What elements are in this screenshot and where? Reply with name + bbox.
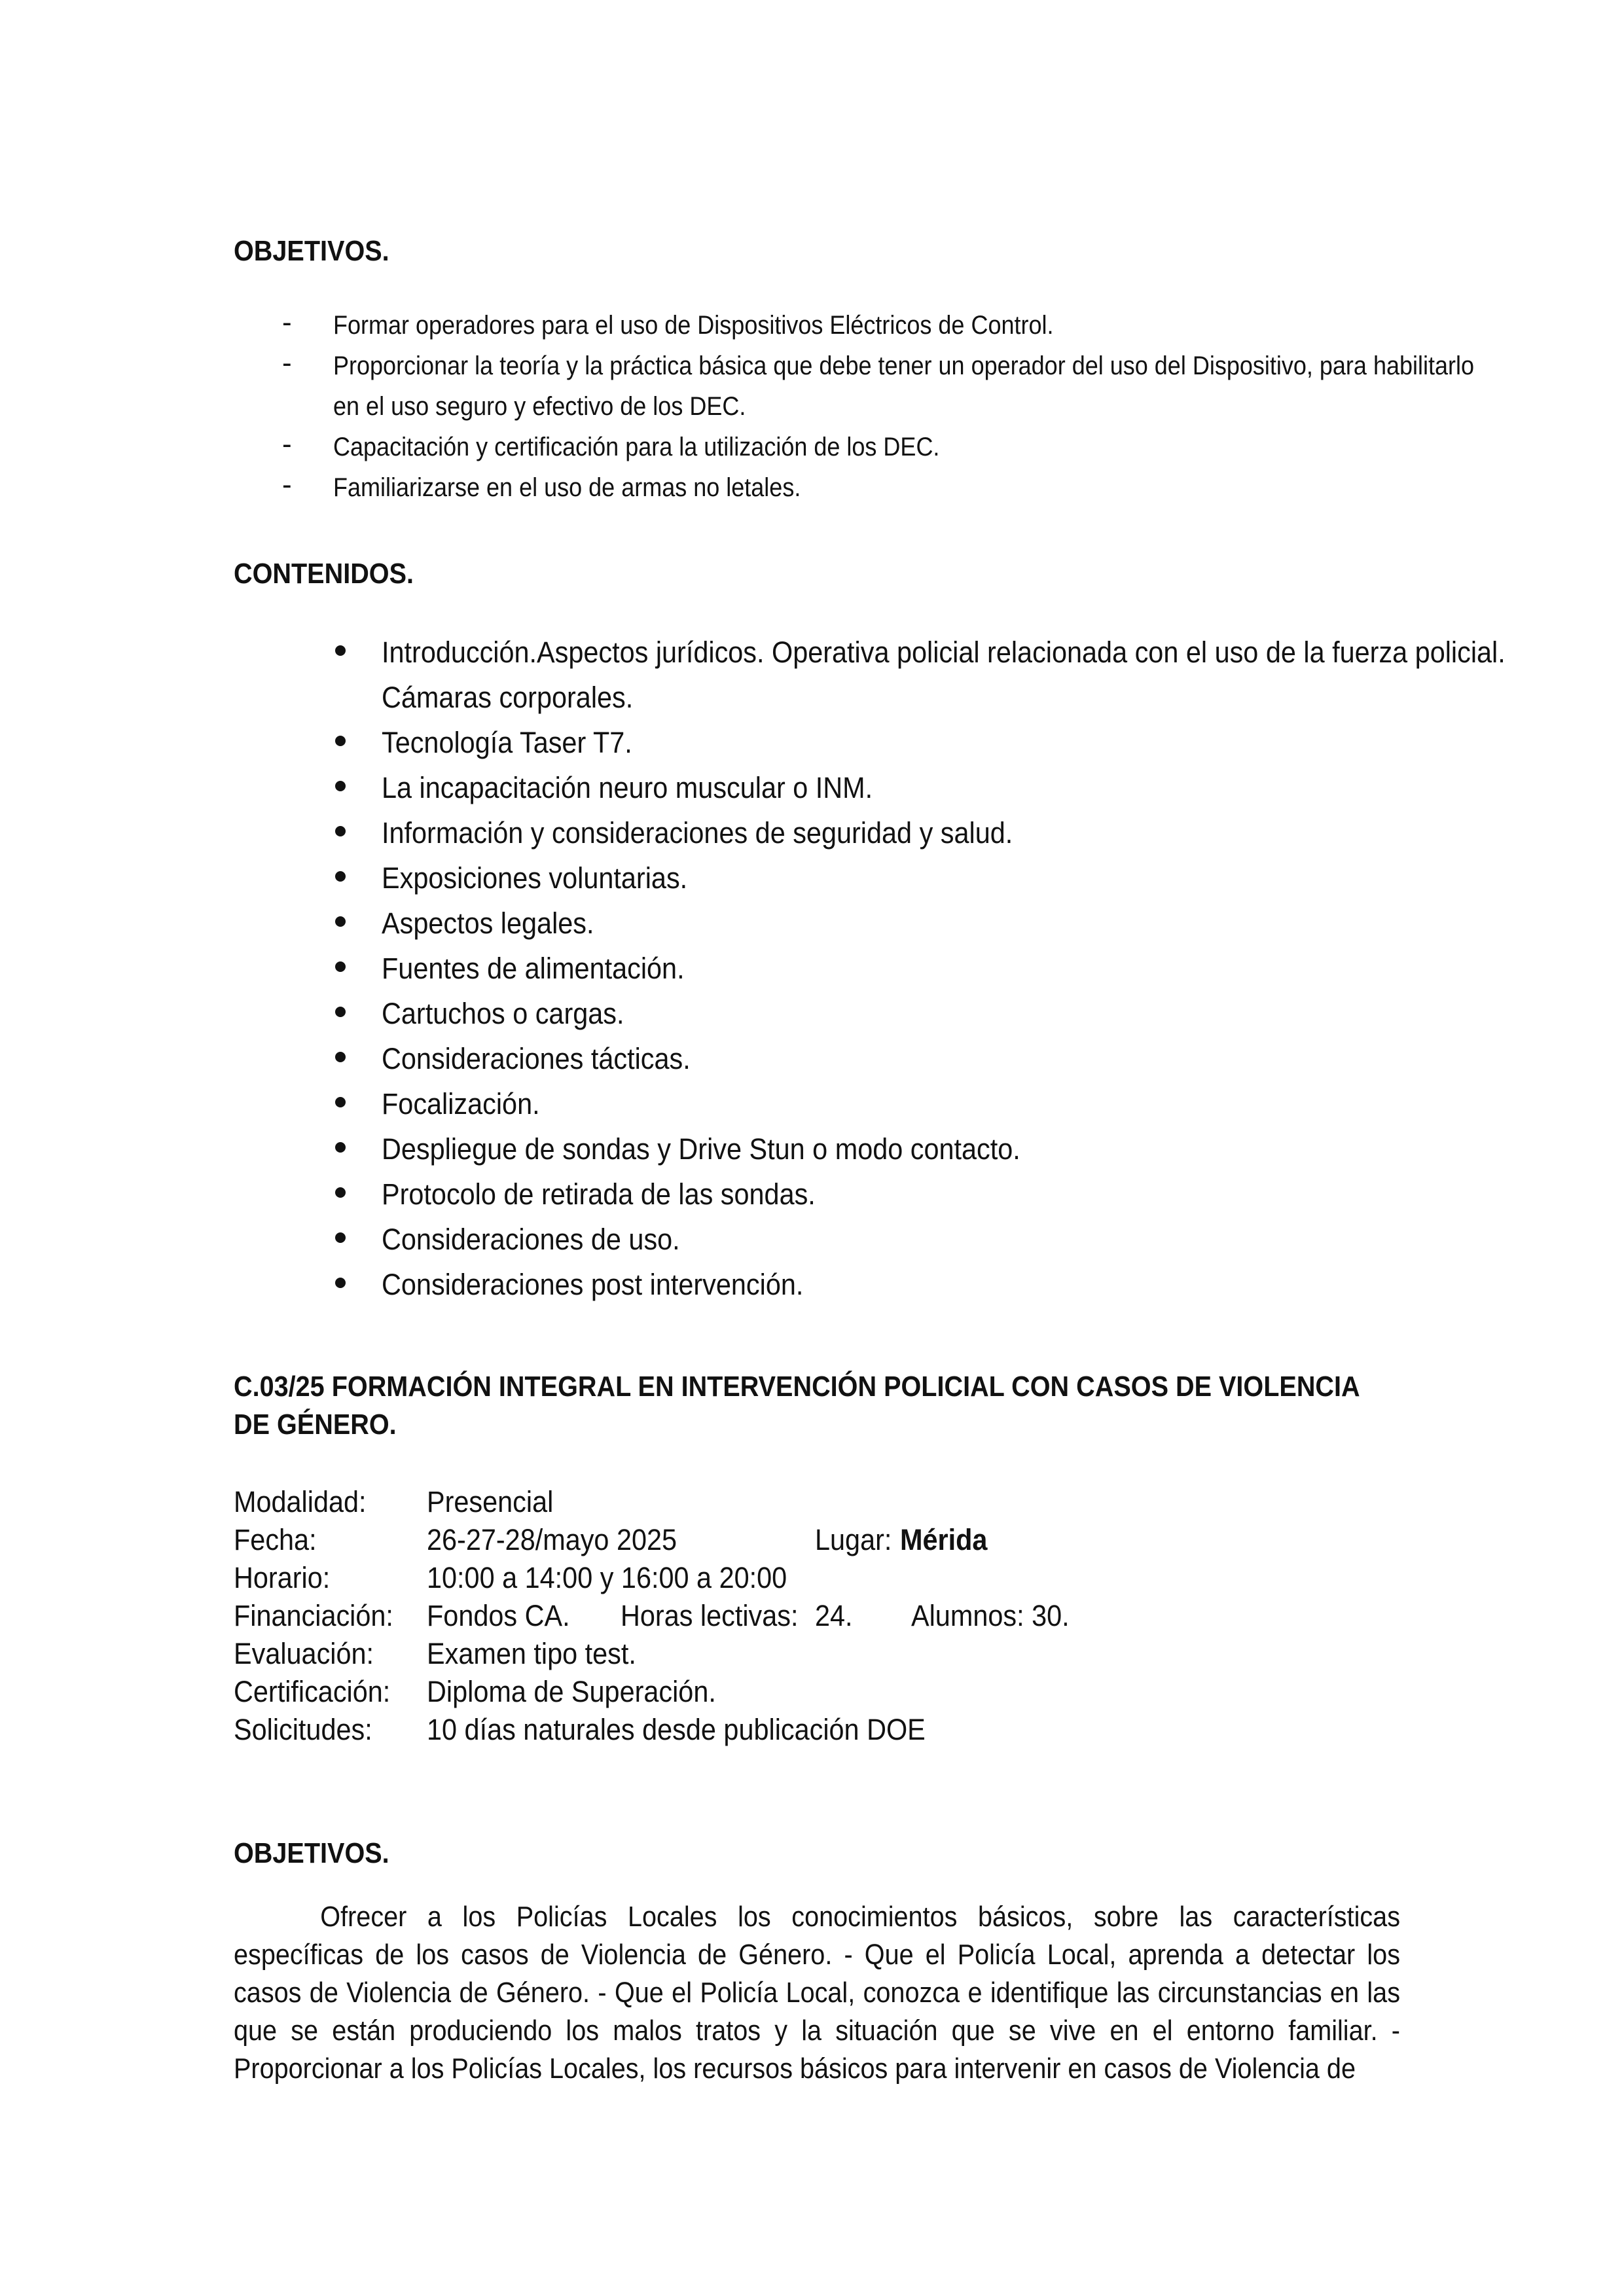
horario-label: Horario: — [234, 1561, 331, 1594]
course-objetivos-paragraph: Ofrecer a los Policías Locales los conocimientos básicos, sobre las características específicas de los casos de Violencia de Género. - Que el Policía Local, aprenda a detectar los casos de Violencia de Género. - Que el Policía Local, conozca e identifique las circunstancias en las que se están produciendo los malos tratos y la situación que se vive en el entorno familiar. - Proporcionar a los Policías Locales, los recursos básicos para intervenir en casos de Violencia de — [234, 1901, 1400, 2085]
bullet-icon — [335, 871, 346, 882]
list-item: Tecnología Taser T7. — [234, 720, 1412, 765]
contenidos-heading: CONTENIDOS. — [234, 558, 414, 590]
list-item: - Capacitación y certificación para la utilización de los DEC. — [234, 427, 1412, 467]
bullet-icon — [335, 1278, 346, 1288]
list-item: Consideraciones post intervención. — [234, 1262, 1412, 1307]
bullet-icon — [335, 1097, 346, 1107]
objetivos-list — [234, 305, 1475, 508]
list-item: - Familiarizarse en el uso de armas no letales. — [234, 467, 1412, 508]
dash-marker: - — [282, 347, 292, 379]
course-title: C.03/25 FORMACIÓN INTEGRAL EN INTERVENCIÓN POLICIAL CON CASOS DE VIOLENCIA DE GÉNERO. — [234, 1371, 1360, 1441]
evaluacion-label: Evaluación: — [234, 1637, 374, 1670]
list-item: - Formar operadores para el uso de Dispositivos Eléctricos de Control. — [234, 305, 1412, 346]
course-objetivos-heading: OBJETIVOS. — [234, 1837, 389, 1869]
dash-marker: - — [282, 469, 292, 501]
solicitudes-label: Solicitudes: — [234, 1713, 372, 1746]
list-item: Aspectos legales. — [234, 901, 1412, 946]
list-item: La incapacitación neuro muscular o INM. — [234, 765, 1412, 810]
lugar-label: Lugar: — [815, 1523, 892, 1556]
list-item: Introducción.Aspectos jurídicos. Operativa policial relacionada con el uso de la fuerza policial. Cámaras corporales. — [234, 630, 1412, 720]
lugar-value: Mérida — [900, 1523, 988, 1556]
bullet-icon — [335, 916, 346, 927]
certificacion-value: Diploma de Superación. — [427, 1675, 716, 1708]
bullet-icon — [335, 781, 346, 791]
objetivos-heading: OBJETIVOS. — [234, 235, 389, 267]
list-item: - Proporcionar la teoría y la práctica básica que debe tener un operador del uso del Dispositivo, para habilitarlo en el uso seguro y efectivo de los DEC. — [234, 346, 1412, 427]
bullet-icon — [335, 1142, 346, 1153]
fecha-label: Fecha: — [234, 1523, 317, 1556]
bullet-icon — [335, 1052, 346, 1062]
list-item: Despliegue de sondas y Drive Stun o modo contacto. — [234, 1126, 1412, 1172]
bullet-icon — [335, 826, 346, 836]
bullet-icon — [335, 736, 346, 746]
list-item: Exposiciones voluntarias. — [234, 855, 1412, 901]
list-item: Fuentes de alimentación. — [234, 946, 1412, 991]
dash-marker: - — [282, 306, 292, 338]
bullet-icon — [335, 1007, 346, 1017]
horas-label: Horas lectivas: — [621, 1599, 799, 1632]
evaluacion-value: Examen tipo test. — [427, 1637, 636, 1670]
bullet-icon — [335, 961, 346, 972]
modalidad-label: Modalidad: — [234, 1485, 367, 1518]
list-item: Consideraciones tácticas. — [234, 1036, 1412, 1081]
horario-value: 10:00 a 14:00 y 16:00 a 20:00 — [427, 1561, 787, 1594]
solicitudes-value: 10 días naturales desde publicación DOE — [427, 1713, 926, 1746]
list-item: Protocolo de retirada de las sondas. — [234, 1172, 1412, 1217]
horas-value: 24. — [815, 1599, 853, 1632]
bullet-icon — [335, 1187, 346, 1198]
list-item: Cartuchos o cargas. — [234, 991, 1412, 1036]
bullet-icon — [335, 1232, 346, 1243]
contenidos-list — [234, 630, 1506, 1307]
fecha-value: 26-27-28/mayo 2025 — [427, 1523, 677, 1556]
dash-marker: - — [282, 428, 292, 460]
financiacion-label: Financiación: — [234, 1599, 393, 1632]
modalidad-value: Presencial — [427, 1485, 554, 1518]
certificacion-label: Certificación: — [234, 1675, 391, 1708]
list-item: Consideraciones de uso. — [234, 1217, 1412, 1262]
alumnos-value: Alumnos: 30. — [911, 1599, 1070, 1632]
financiacion-value: Fondos CA. — [427, 1599, 570, 1632]
list-item: Información y consideraciones de seguridad y salud. — [234, 810, 1412, 855]
list-item: Focalización. — [234, 1081, 1412, 1126]
bullet-icon — [335, 645, 346, 656]
